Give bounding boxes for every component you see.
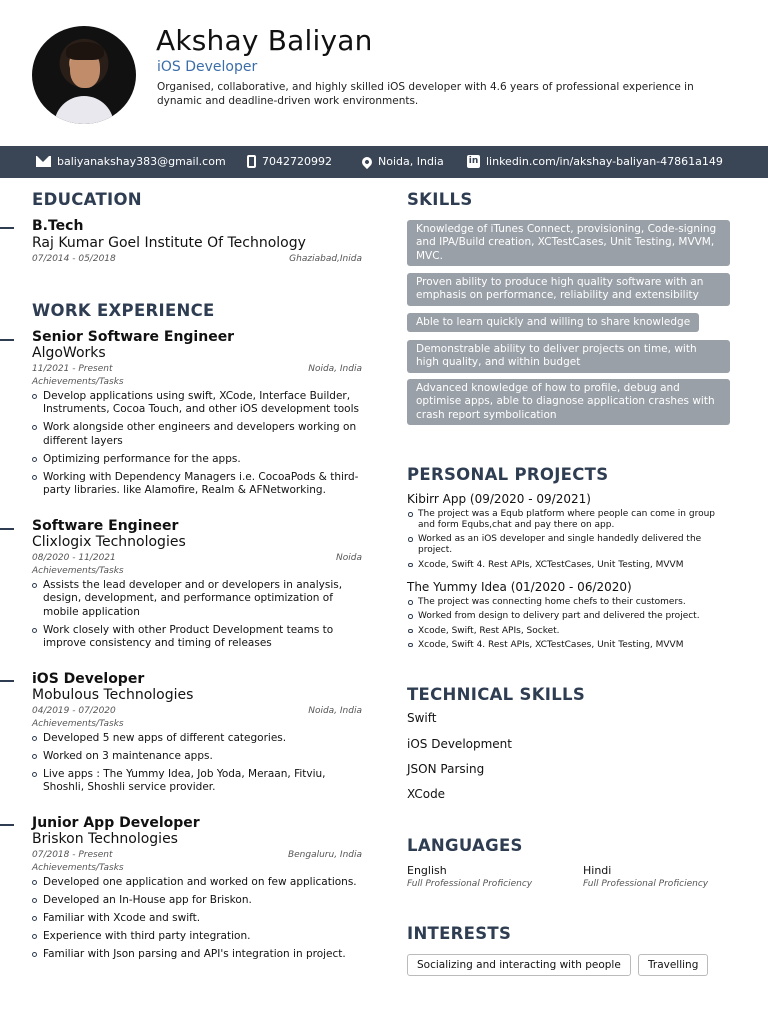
- job-position: Software Engineer: [32, 518, 179, 534]
- list-item: Working with Dependency Managers i.e. CocoaPods & third-party libraries. like Alamofire, Realm & AFNetworking.: [32, 471, 362, 498]
- job-entry: [32, 329, 362, 502]
- skills-heading: SKILLS: [407, 190, 473, 209]
- job-location: Noida, India: [308, 364, 362, 374]
- interest-tag: Socializing and interacting with people: [407, 954, 631, 976]
- list-item: Familiar with Json parsing and API's integration in project.: [32, 948, 362, 961]
- project-bullets: [407, 509, 732, 574]
- email-text: baliyanakshay383@gmail.com: [57, 155, 226, 168]
- project-bullets: [407, 597, 732, 654]
- education-meta: [32, 254, 362, 264]
- education-location: Ghaziabad,Inida: [289, 254, 362, 264]
- job-dates: 08/2020 - 11/2021: [32, 553, 116, 563]
- job-entry: [32, 518, 362, 655]
- language-level: Full Professional Proficiency: [407, 879, 533, 889]
- interests-heading: INTERESTS: [407, 924, 512, 943]
- job-dates: 04/2019 - 07/2020: [32, 706, 116, 716]
- skill-tag: Proven ability to produce high quality software with an emphasis on performance, reliability and extensibility: [407, 273, 730, 306]
- work-heading: WORK EXPERIENCE: [32, 301, 215, 320]
- candidate-name: Akshay Baliyan: [156, 24, 373, 57]
- job-bullets: [32, 390, 362, 498]
- list-item: Work alongside other engineers and developers working on different layers: [32, 421, 362, 448]
- job-dates: 07/2018 - Present: [32, 850, 113, 860]
- section-marker: [0, 339, 14, 341]
- section-marker: [0, 680, 14, 682]
- list-item: Work closely with other Product Development teams to improve consistency and timing of releases: [32, 624, 362, 651]
- school-name: Raj Kumar Goel Institute Of Technology: [32, 235, 306, 251]
- job-company: Briskon Technologies: [32, 831, 178, 847]
- job-entry: [32, 671, 362, 799]
- list-item: Live apps : The Yummy Idea, Job Yoda, Meraan, Fitviu, Shoshli, Shoshli service provider.: [32, 768, 362, 795]
- projects-heading: PERSONAL PROJECTS: [407, 465, 609, 484]
- job-company: AlgoWorks: [32, 345, 106, 361]
- achievements-label: Achievements/Tasks: [32, 377, 124, 387]
- technical-skill: JSON Parsing: [407, 762, 485, 776]
- job-position: iOS Developer: [32, 671, 145, 687]
- skill-tag: Able to learn quickly and willing to share knowledge: [407, 313, 699, 332]
- profile-photo: [32, 26, 136, 124]
- list-item: Worked as an iOS developer and single handedly delivered the project.: [407, 534, 732, 556]
- list-item: Develop applications using swift, XCode, Interface Builder, Instruments, Cocoa Touch, and other iOS development tools: [32, 390, 362, 417]
- linkedin-text: linkedin.com/in/akshay-baliyan-47861a149: [486, 155, 723, 168]
- achievements-label: Achievements/Tasks: [32, 566, 124, 576]
- technical-skill: XCode: [407, 787, 446, 801]
- education-entry: [32, 218, 362, 264]
- section-marker: [0, 227, 14, 229]
- location-text: Noida, India: [378, 155, 444, 168]
- education-dates: 07/2014 - 05/2018: [32, 254, 116, 264]
- job-location: Bengaluru, India: [287, 850, 362, 860]
- location-pin-icon: [360, 154, 374, 168]
- mail-icon: [36, 156, 51, 167]
- language-level: Full Professional Proficiency: [583, 879, 709, 889]
- list-item: Xcode, Swift, Rest APIs, Socket.: [407, 626, 732, 637]
- job-meta: [32, 553, 362, 563]
- list-item: The project was connecting home chefs to their customers.: [407, 597, 732, 608]
- section-marker: [0, 824, 14, 826]
- profile-summary: Organised, collaborative, and highly skilled iOS developer with 4.6 years of professional experience in dynamic and deadline-driven work environments.: [157, 81, 694, 107]
- list-item: The project was a Equb platform where people can come in group and form Equbs,chat and pay there on app.: [407, 509, 732, 531]
- job-bullets: [32, 876, 362, 961]
- contact-email[interactable]: [36, 155, 226, 168]
- job-meta: [32, 364, 362, 374]
- interest-tag: Travelling: [638, 954, 708, 976]
- contact-bar: [0, 146, 768, 178]
- list-item: Developed an In-House app for Briskon.: [32, 894, 362, 907]
- linkedin-icon: in: [468, 156, 479, 166]
- list-item: Experience with third party integration.: [32, 930, 362, 943]
- job-position: Junior App Developer: [32, 815, 200, 831]
- job-company: Clixlogix Technologies: [32, 534, 186, 550]
- job-location: Noida: [336, 553, 362, 563]
- list-item: Optimizing performance for the apps.: [32, 453, 362, 466]
- skill-tag: Demonstrable ability to deliver projects on time, with high quality, and within budget: [407, 340, 730, 373]
- job-bullets: [32, 732, 362, 795]
- achievements-label: Achievements/Tasks: [32, 863, 124, 873]
- job-meta: [32, 850, 362, 860]
- technical-skill: Swift: [407, 711, 437, 725]
- technical-skills-heading: TECHNICAL SKILLS: [407, 685, 586, 704]
- phone-icon: [247, 155, 256, 168]
- job-entry: [32, 815, 362, 966]
- phone-text: 7042720992: [262, 155, 332, 168]
- list-item: Developed one application and worked on few applications.: [32, 876, 362, 889]
- achievements-label: Achievements/Tasks: [32, 719, 124, 729]
- job-meta: [32, 706, 362, 716]
- language-name: English: [407, 864, 447, 877]
- section-marker: [0, 528, 14, 530]
- list-item: Developed 5 new apps of different categories.: [32, 732, 362, 745]
- job-dates: 11/2021 - Present: [32, 364, 113, 374]
- contact-linkedin[interactable]: [467, 155, 723, 168]
- job-position: Senior Software Engineer: [32, 329, 235, 345]
- list-item: Xcode, Swift 4. Rest APIs, XCTestCases, Unit Testing, MVVM: [407, 560, 732, 571]
- skill-tag: Advanced knowledge of how to profile, debug and optimise apps, able to diagnose application crashes with crash report symbolication: [407, 379, 730, 425]
- contact-location: [362, 155, 444, 168]
- education-heading: EDUCATION: [32, 190, 142, 209]
- project-title: The Yummy Idea (01/2020 - 06/2020): [407, 580, 632, 594]
- job-bullets: [32, 579, 362, 651]
- list-item: Assists the lead developer and or developers in analysis, design, development, and performance optimization of mobile application: [32, 579, 362, 619]
- languages-heading: LANGUAGES: [407, 836, 523, 855]
- list-item: Worked on 3 maintenance apps.: [32, 750, 362, 763]
- technical-skill: iOS Development: [407, 737, 512, 751]
- contact-phone[interactable]: [247, 155, 332, 168]
- degree: B.Tech: [32, 218, 84, 234]
- language-name: Hindi: [583, 864, 612, 877]
- project-title: Kibirr App (09/2020 - 09/2021): [407, 492, 591, 506]
- list-item: Familiar with Xcode and swift.: [32, 912, 362, 925]
- job-title: iOS Developer: [157, 59, 258, 75]
- list-item: Worked from design to delivery part and delivered the project.: [407, 611, 732, 622]
- skill-tag: Knowledge of iTunes Connect, provisioning, Code-signing and IPA/Build creation, XCTestCases, Unit Testing, MVVM, MVC.: [407, 220, 730, 266]
- list-item: Xcode, Swift 4. Rest APIs, XCTestCases, Unit Testing, MVVM: [407, 640, 732, 651]
- job-location: Noida, India: [308, 706, 362, 716]
- job-company: Mobulous Technologies: [32, 687, 194, 703]
